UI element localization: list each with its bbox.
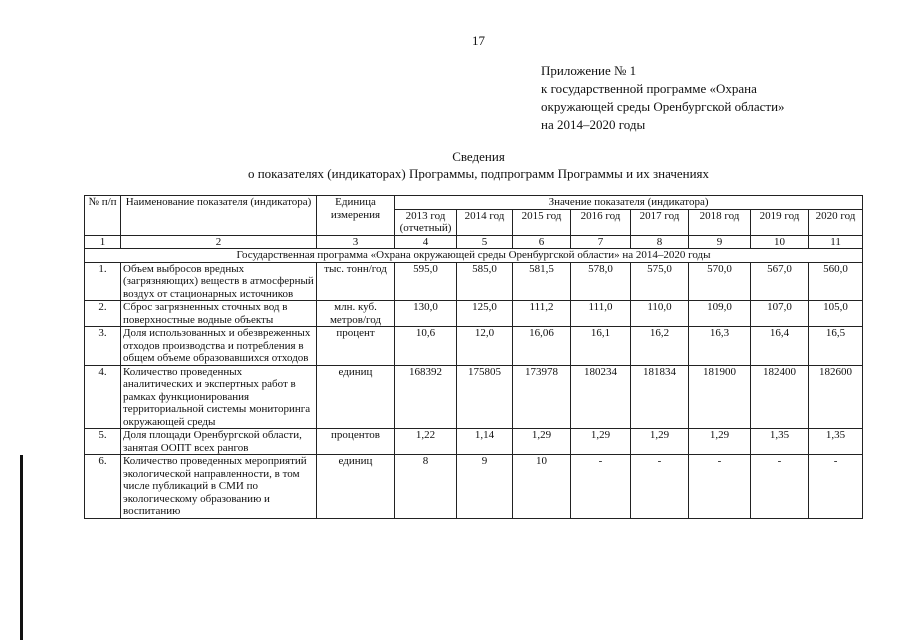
header-values-group: Значение показателя (индикатора) [395, 196, 863, 210]
indicator-unit: единиц [317, 455, 395, 519]
indicator-value: 1,35 [751, 429, 809, 455]
column-index-cell: 1 [85, 235, 121, 249]
indicator-name: Количество проведенных мероприятий экологической направленности, в том числе публикаций в СМИ по экологическому образованию и воспитанию [121, 455, 317, 519]
header-num: № п/п [85, 196, 121, 236]
table-row [85, 301, 863, 327]
indicator-value: 1,22 [395, 429, 457, 455]
header-index-row [85, 235, 863, 249]
indicator-value: 180234 [571, 365, 631, 429]
indicator-name: Доля площади Оренбургской области, занятая ООПТ всех рангов [121, 429, 317, 455]
header-year: 2016 год [571, 209, 631, 235]
indicator-value: 9 [457, 455, 513, 519]
indicator-value: 581,5 [513, 262, 571, 301]
indicator-value: 10 [513, 455, 571, 519]
column-index-cell: 8 [631, 235, 689, 249]
indicator-value: 567,0 [751, 262, 809, 301]
indicator-unit: тыс. тонн/год [317, 262, 395, 301]
indicator-value: 181900 [689, 365, 751, 429]
indicator-value: 16,3 [689, 327, 751, 366]
row-number: 4. [85, 365, 121, 429]
indicator-value: 16,5 [809, 327, 863, 366]
indicator-value: 105,0 [809, 301, 863, 327]
indicator-value: 575,0 [631, 262, 689, 301]
header-year: 2014 год [457, 209, 513, 235]
indicator-value: - [631, 455, 689, 519]
indicator-name: Сброс загрязненных сточных вод в поверхностные водные объекты [121, 301, 317, 327]
indicator-name: Объем выбросов вредных (загрязняющих) веществ в атмосферный воздух от стационарных источников [121, 262, 317, 301]
indicator-value: - [809, 455, 863, 519]
appendix-block [541, 62, 785, 134]
indicator-value: 8 [395, 455, 457, 519]
indicator-value: 1,35 [809, 429, 863, 455]
column-index-cell: 4 [395, 235, 457, 249]
indicator-unit: млн. куб. метров/год [317, 301, 395, 327]
scan-edge-mark [20, 455, 23, 640]
indicator-value: 125,0 [457, 301, 513, 327]
column-index-cell: 7 [571, 235, 631, 249]
section-title: Государственная программа «Охрана окружающей среды Оренбургской области» на 2014–2020 годы [85, 249, 863, 263]
indicator-value: - [689, 455, 751, 519]
indicator-value: 110,0 [631, 301, 689, 327]
row-number: 6. [85, 455, 121, 519]
column-index-cell: 3 [317, 235, 395, 249]
column-index-cell: 5 [457, 235, 513, 249]
indicator-value: 595,0 [395, 262, 457, 301]
column-index-cell: 10 [751, 235, 809, 249]
indicator-value: 1,29 [631, 429, 689, 455]
indicator-value: 182400 [751, 365, 809, 429]
header-year: 2019 год [751, 209, 809, 235]
indicator-value: 16,1 [571, 327, 631, 366]
indicator-value: - [751, 455, 809, 519]
header-year: 2017 год [631, 209, 689, 235]
indicator-value: 181834 [631, 365, 689, 429]
indicator-unit: единиц [317, 365, 395, 429]
indicator-value: 1,29 [689, 429, 751, 455]
indicator-value: 560,0 [809, 262, 863, 301]
indicator-value: 175805 [457, 365, 513, 429]
indicator-value: 1,14 [457, 429, 513, 455]
indicator-value: 173978 [513, 365, 571, 429]
indicator-value: 168392 [395, 365, 457, 429]
indicator-value: 107,0 [751, 301, 809, 327]
row-number: 1. [85, 262, 121, 301]
row-number: 5. [85, 429, 121, 455]
row-number: 3. [85, 327, 121, 366]
column-index-cell: 11 [809, 235, 863, 249]
document-title [0, 148, 905, 182]
indicator-value: 182600 [809, 365, 863, 429]
table-row [85, 429, 863, 455]
page-number: 17 [472, 33, 485, 48]
title-line-1: Сведения [452, 149, 505, 164]
header-year: 2018 год [689, 209, 751, 235]
table-row [85, 455, 863, 519]
indicator-value: - [571, 455, 631, 519]
section-row [85, 249, 863, 263]
title-line-2: о показателях (индикаторах) Программы, подпрограмм Программы и их значениях [247, 166, 710, 181]
column-index-cell: 6 [513, 235, 571, 249]
appendix-line-4: на 2014–2020 годы [541, 117, 646, 132]
indicator-value: 10,6 [395, 327, 457, 366]
table-row [85, 365, 863, 429]
header-unit: Единица измерения [317, 196, 395, 236]
indicator-name: Количество проведенных аналитических и экспертных работ в рамках функционирования территориальной системы мониторинга окружающей среды [121, 365, 317, 429]
indicator-value: 12,0 [457, 327, 513, 366]
indicator-value: 570,0 [689, 262, 751, 301]
header-name: Наименование показателя (индикатора) [121, 196, 317, 236]
indicator-value: 1,29 [571, 429, 631, 455]
indicator-name: Доля использованных и обезвреженных отходов производства и потребления в общем объеме образовавшихся отходов [121, 327, 317, 366]
indicator-value: 16,06 [513, 327, 571, 366]
appendix-line-2: к государственной программе «Охрана [541, 81, 757, 96]
appendix-line-3: окружающей среды Оренбургской области» [541, 99, 785, 114]
column-index-cell: 2 [121, 235, 317, 249]
indicator-value: 578,0 [571, 262, 631, 301]
table-row [85, 262, 863, 301]
indicator-value: 111,0 [571, 301, 631, 327]
indicator-value: 111,2 [513, 301, 571, 327]
table-row [85, 327, 863, 366]
indicator-value: 130,0 [395, 301, 457, 327]
appendix-line-1: Приложение № 1 [541, 63, 637, 78]
indicator-value: 16,2 [631, 327, 689, 366]
header-year: 2020 год [809, 209, 863, 235]
column-index-cell: 9 [689, 235, 751, 249]
header-year: 2013 год (отчетный) [395, 209, 457, 235]
indicator-value: 585,0 [457, 262, 513, 301]
indicator-unit: процентов [317, 429, 395, 455]
indicators-table [84, 195, 863, 519]
row-number: 2. [85, 301, 121, 327]
indicator-unit: процент [317, 327, 395, 366]
indicator-value: 16,4 [751, 327, 809, 366]
indicator-value: 109,0 [689, 301, 751, 327]
header-year: 2015 год [513, 209, 571, 235]
indicator-value: 1,29 [513, 429, 571, 455]
